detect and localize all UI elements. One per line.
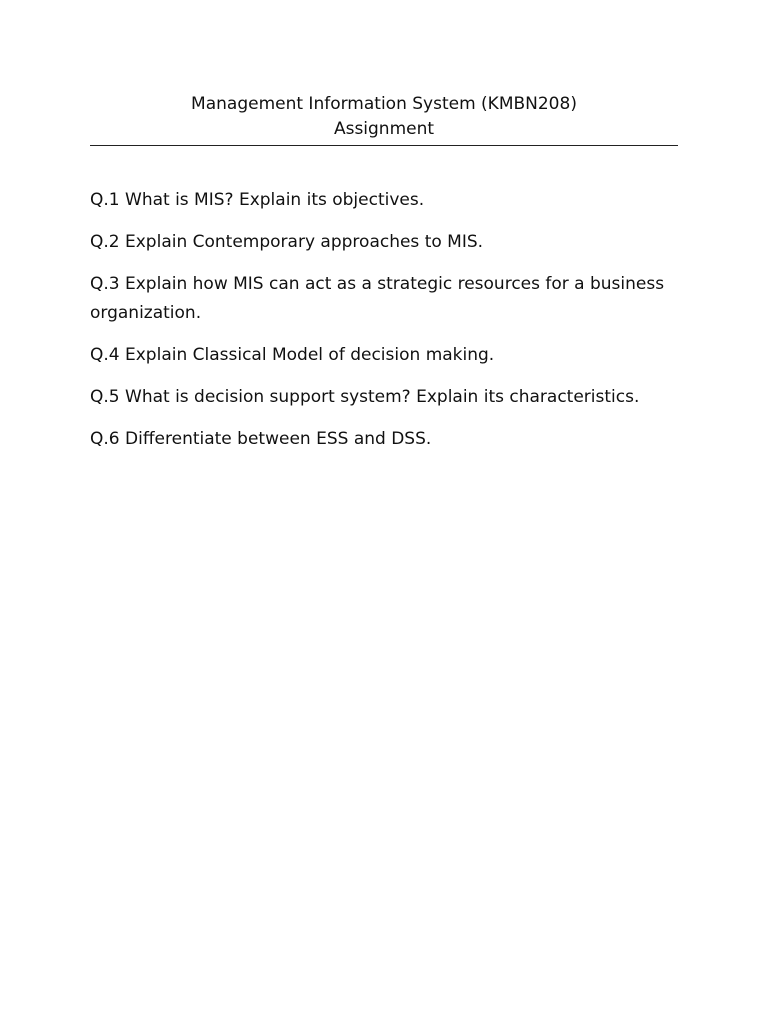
question-3: Q.3 Explain how MIS can act as a strategic resources for a business organization. bbox=[90, 274, 665, 323]
question-list bbox=[90, 186, 678, 467]
document-header bbox=[90, 92, 678, 142]
document-title: Management Information System (KMBN208) bbox=[191, 94, 577, 114]
document-subtitle: Assignment bbox=[333, 119, 435, 139]
header-divider bbox=[90, 145, 678, 146]
question-1: Q.1 What is MIS? Explain its objectives. bbox=[90, 190, 425, 210]
question-6: Q.6 Differentiate between ESS and DSS. bbox=[90, 429, 432, 449]
question-5: Q.5 What is decision support system? Explain its characteristics. bbox=[90, 387, 640, 407]
question-4: Q.4 Explain Classical Model of decision making. bbox=[90, 345, 495, 365]
question-2: Q.2 Explain Contemporary approaches to MIS. bbox=[90, 232, 484, 252]
